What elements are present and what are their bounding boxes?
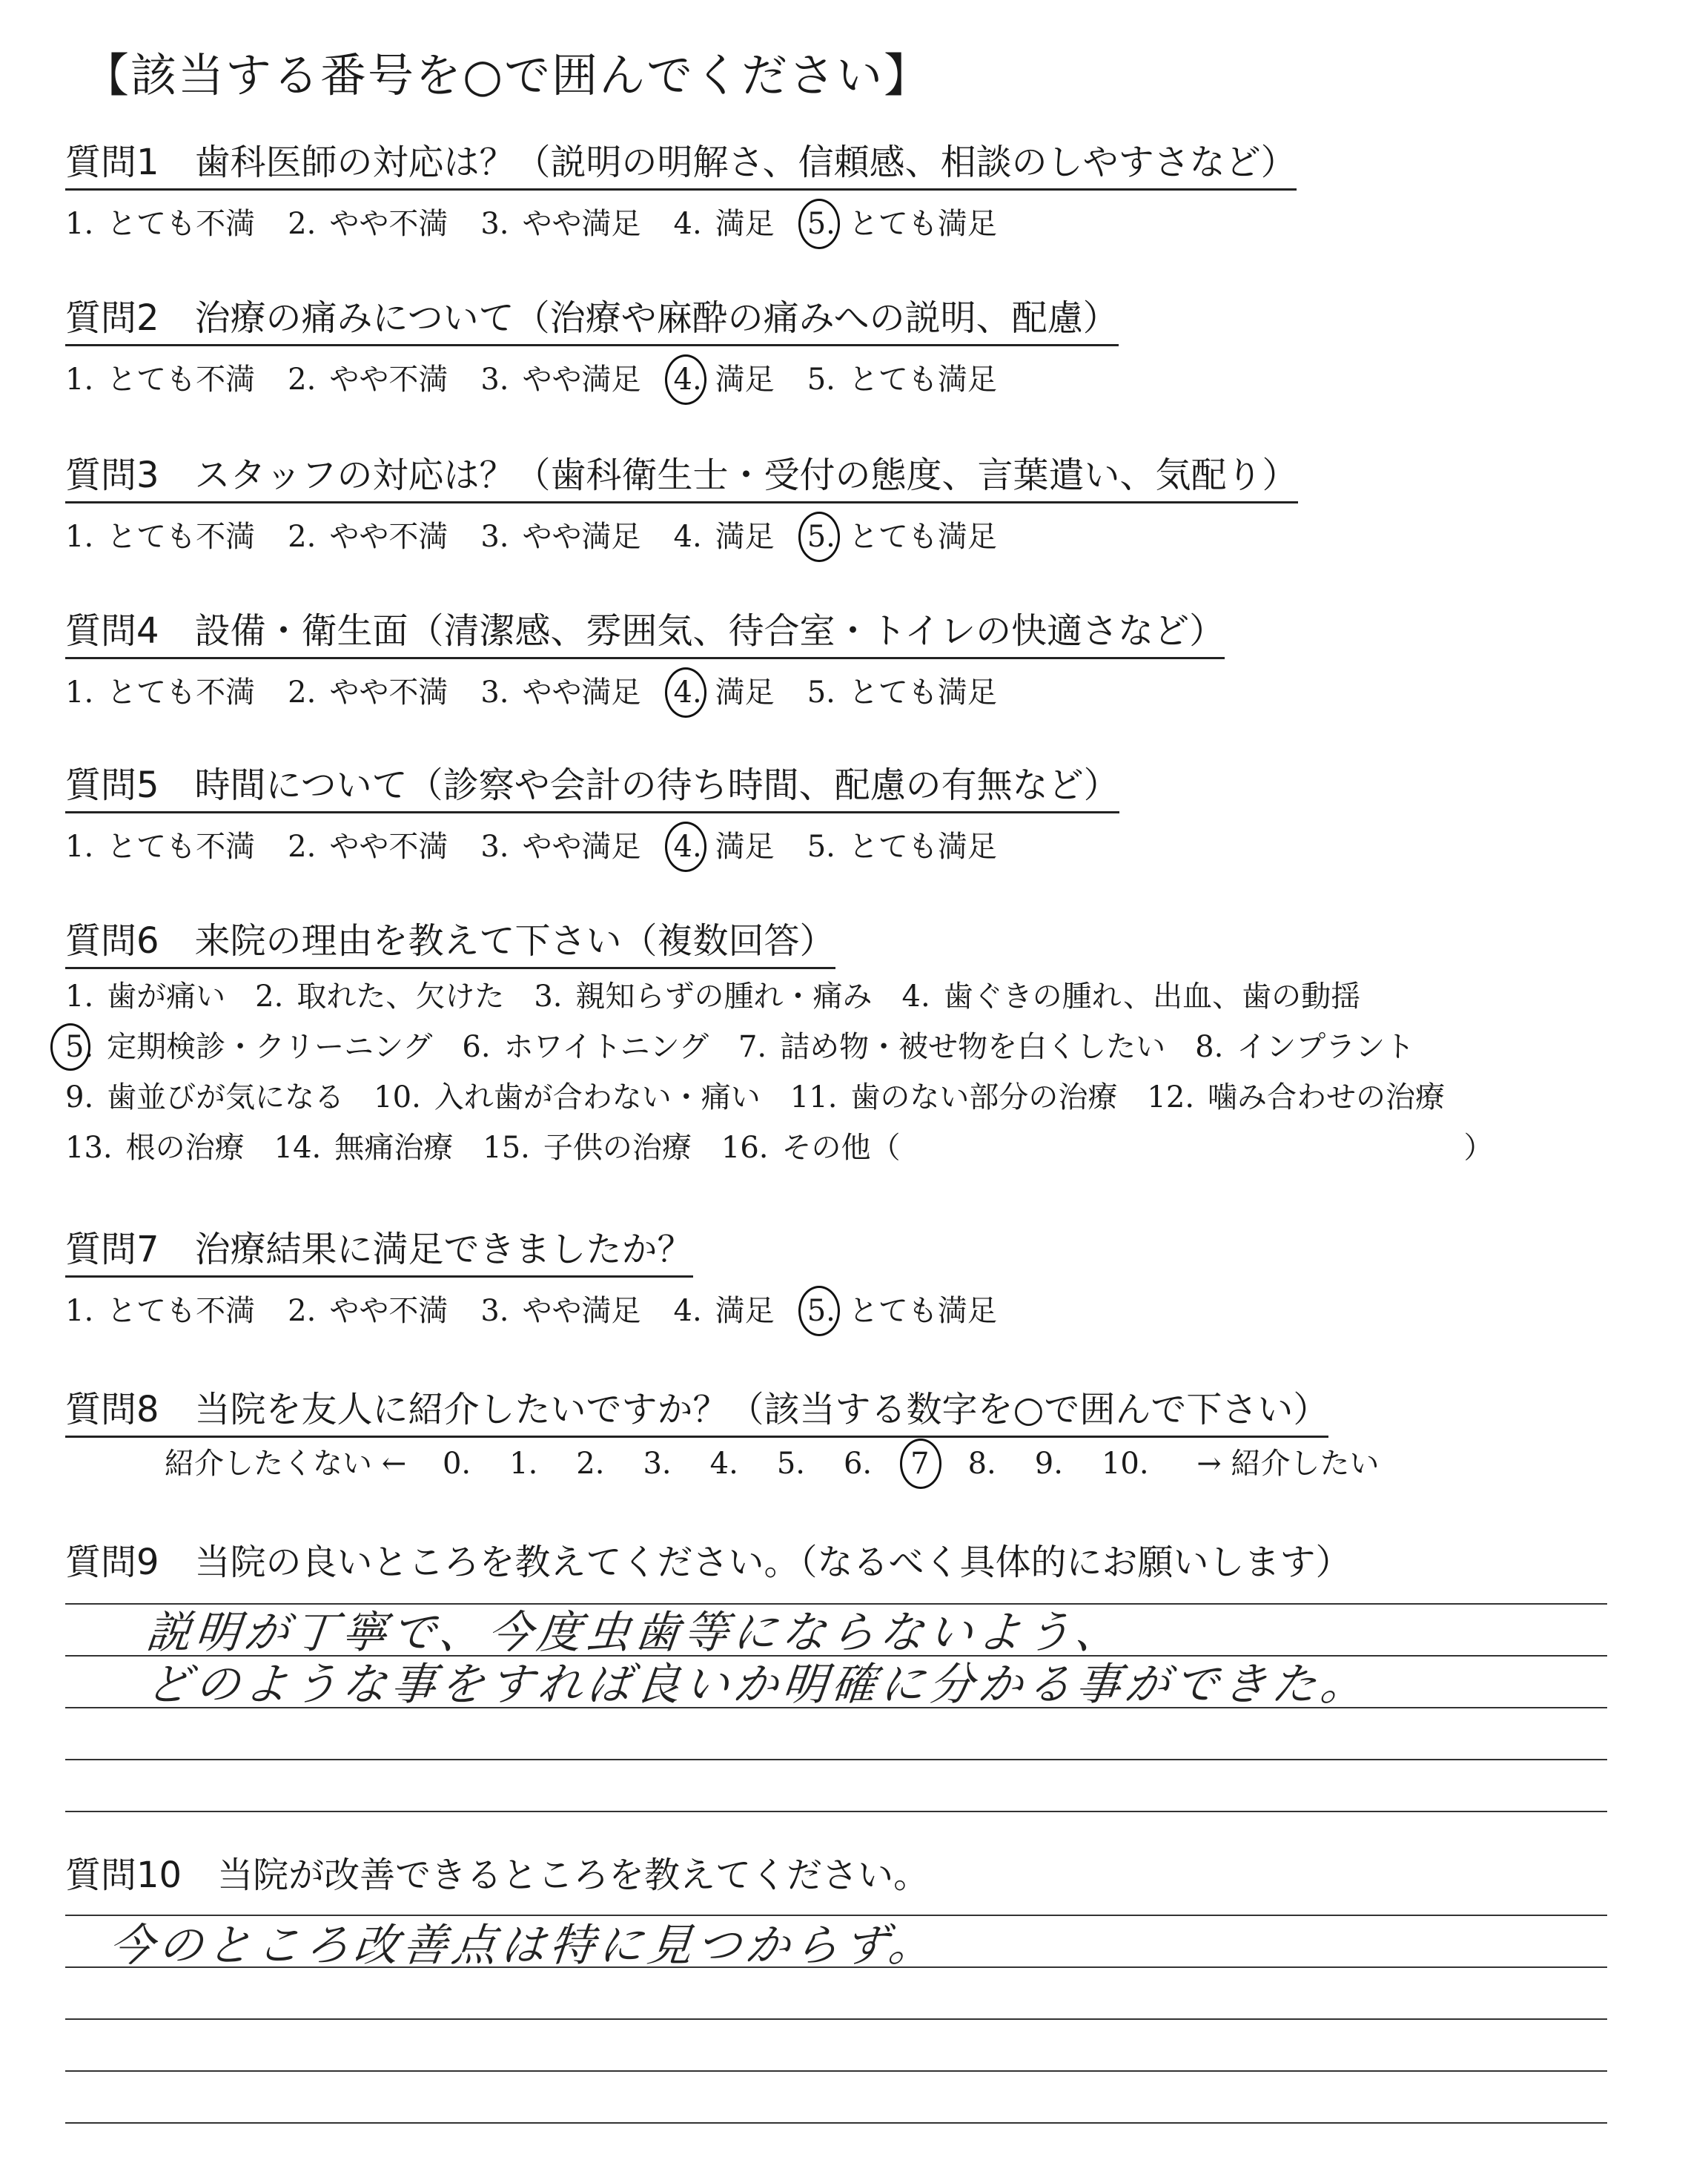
q6-option-8[interactable] <box>1195 1026 1414 1068</box>
q3-option-5[interactable] <box>807 516 997 558</box>
q6-option-9[interactable] <box>65 1077 344 1118</box>
option-number: 2. <box>288 363 317 397</box>
q8-value-4[interactable]: 4. <box>709 1447 738 1481</box>
option-number: 3. <box>480 207 509 241</box>
q8-value-6[interactable]: 6. <box>843 1447 873 1481</box>
q5-title <box>65 764 1119 813</box>
q8-selected-circle <box>900 1439 941 1489</box>
q10-title <box>65 1854 929 1901</box>
q2-number: 質問2 <box>65 297 159 339</box>
option-label: 満足 <box>715 1294 775 1328</box>
q7-title <box>65 1228 693 1278</box>
q7-option-5[interactable] <box>807 1290 997 1332</box>
option-label: 満足 <box>715 676 775 710</box>
option-label: やや不満 <box>329 363 448 397</box>
option-number: 3. <box>534 980 563 1014</box>
option-label: 満足 <box>715 830 775 864</box>
option-label: とても満足 <box>848 830 997 864</box>
q5-option-2[interactable] <box>288 826 448 868</box>
option-label: とても不満 <box>107 1294 256 1328</box>
q8-value-8[interactable]: 8. <box>967 1447 996 1481</box>
q2-option-5[interactable] <box>807 359 997 400</box>
option-label: やや不満 <box>329 830 448 864</box>
option-label: 子供の治療 <box>543 1131 692 1165</box>
q7-option-3[interactable] <box>480 1290 640 1332</box>
q6-option-4[interactable] <box>902 976 1361 1017</box>
option-number: 1. <box>65 676 94 710</box>
option-number: 5. <box>807 1294 835 1328</box>
option-number: 4. <box>673 207 702 241</box>
q6-option-15[interactable] <box>483 1127 692 1169</box>
q1-option-4[interactable] <box>674 203 775 245</box>
option-label: 満足 <box>715 363 775 397</box>
q6-number: 質問6 <box>65 920 159 962</box>
q1-option-2[interactable] <box>288 203 448 245</box>
option-label: とても満足 <box>848 676 997 710</box>
q6-option-14[interactable] <box>274 1127 454 1169</box>
option-number: 1. <box>65 520 94 554</box>
option-number: 2. <box>288 520 317 554</box>
q6-option-6[interactable] <box>462 1026 709 1068</box>
q6-option-11[interactable] <box>790 1077 1118 1118</box>
q8-right-label: → 紹介したい <box>1196 1447 1380 1481</box>
q1-title <box>65 141 1297 191</box>
q4-number: 質問4 <box>65 610 159 652</box>
option-label: 根の治療 <box>125 1131 245 1165</box>
q5-text: 時間について（診察や会計の待ち時間、配慮の有無など） <box>194 764 1119 806</box>
form-header: 【該当する番号を○で囲んでください】 <box>83 48 932 102</box>
option-number: 13. <box>65 1131 113 1165</box>
option-number: 4. <box>673 1294 702 1328</box>
option-number: 1. <box>65 207 94 241</box>
option-number: 15. <box>483 1131 530 1165</box>
option-number: 5. <box>807 520 835 554</box>
q7-options <box>65 1290 1030 1332</box>
q1-text: 歯科医師の対応は？（説明の明解さ、信頼感、相談のしやすさなど） <box>194 142 1297 183</box>
q8-text: 当院を友人に紹介したいですか？（該当する数字を○で囲んで下さい） <box>194 1389 1329 1430</box>
q8-value-3[interactable]: 3. <box>643 1447 672 1481</box>
q3-option-2[interactable] <box>288 516 448 558</box>
q1-option-5[interactable] <box>807 203 997 245</box>
q6-option-16[interactable] <box>721 1127 1494 1169</box>
q8-left-label: 紹介したくない ← <box>165 1447 407 1481</box>
option-number: 4. <box>901 980 930 1014</box>
option-label: とても満足 <box>848 520 997 554</box>
option-number: 1. <box>65 830 94 864</box>
q8-value-5[interactable]: 5. <box>776 1447 805 1481</box>
q4-options <box>65 672 1030 713</box>
q6-option-5[interactable] <box>65 1026 432 1068</box>
option-label: やや満足 <box>522 676 641 710</box>
q3-option-4[interactable] <box>674 516 775 558</box>
q1-options <box>65 203 1030 245</box>
q8-number: 質問8 <box>65 1389 159 1430</box>
option-label: やや不満 <box>329 207 448 241</box>
q5-option-4[interactable] <box>674 826 775 868</box>
q5-number: 質問5 <box>65 764 159 806</box>
q5-selected-circle <box>665 822 706 872</box>
q2-option-2[interactable] <box>288 359 448 400</box>
q1-option-3[interactable] <box>480 203 640 245</box>
q2-option-3[interactable] <box>480 359 640 400</box>
q6-title <box>65 919 835 969</box>
q6-text: 来院の理由を教えて下さい（複数回答） <box>194 920 835 962</box>
q5-option-1[interactable] <box>65 826 255 868</box>
option-label: インプラント <box>1237 1030 1415 1064</box>
option-number: 16. <box>721 1131 769 1165</box>
option-label: 歯並びが気になる <box>107 1080 345 1114</box>
q8-value-1[interactable]: 1. <box>509 1447 538 1481</box>
option-label: とても満足 <box>848 207 997 241</box>
q9-answer-line-2: どのような事をすれば良いか明確に分かる事ができた。 <box>143 1659 1373 1711</box>
option-label: 無痛治療 <box>334 1131 454 1165</box>
q8-value-2[interactable]: 2. <box>576 1447 605 1481</box>
option-label: 歯のない部分の治療 <box>850 1080 1118 1114</box>
q8-value-7[interactable]: 7 <box>910 1443 929 1484</box>
q1-selected-circle <box>798 199 840 249</box>
q4-option-3[interactable] <box>480 672 640 713</box>
option-label: とても不満 <box>107 207 256 241</box>
option-number: 5. <box>807 676 835 710</box>
q3-selected-circle <box>798 512 840 562</box>
q4-option-1[interactable] <box>65 672 255 713</box>
option-number: 9. <box>65 1080 94 1114</box>
option-label: 歯ぐきの腫れ、出血、歯の動揺 <box>943 980 1361 1014</box>
option-number: 2. <box>288 830 317 864</box>
q10-answer-line-1: 今のところ改善点は特に見つからず。 <box>106 1920 941 1972</box>
option-label: とても不満 <box>107 676 256 710</box>
q2-options <box>65 359 1030 400</box>
q7-option-2[interactable] <box>288 1290 448 1332</box>
q8-value-9[interactable]: 9. <box>1034 1447 1063 1481</box>
q4-option-4[interactable] <box>674 672 775 713</box>
q2-option-1[interactable] <box>65 359 255 400</box>
q4-option-2[interactable] <box>288 672 448 713</box>
option-number: 1. <box>65 1294 94 1328</box>
q8-scale <box>165 1443 1380 1484</box>
q3-options <box>65 516 1030 558</box>
q6-option-10[interactable] <box>374 1077 761 1118</box>
option-label: やや満足 <box>522 207 641 241</box>
option-label: やや不満 <box>329 676 448 710</box>
q10-number: 質問10 <box>65 1855 182 1896</box>
option-label: やや不満 <box>329 1294 448 1328</box>
option-number: 11. <box>790 1080 838 1114</box>
option-number: 7. <box>738 1030 767 1064</box>
option-label: とても満足 <box>848 363 997 397</box>
option-number: 5. <box>807 207 835 241</box>
option-number: 2. <box>288 676 317 710</box>
option-number: 3. <box>480 520 509 554</box>
option-number: 10. <box>374 1080 421 1114</box>
option-number: 8. <box>1195 1030 1224 1064</box>
option-label: とても不満 <box>107 363 256 397</box>
q8-value-0[interactable]: 0. <box>442 1447 471 1481</box>
q7-text: 治療結果に満足できましたか？ <box>194 1229 693 1270</box>
option-label: その他（ <box>781 1131 901 1165</box>
option-number: 1. <box>65 363 94 397</box>
option-label: 定期検診・クリーニング <box>107 1030 433 1064</box>
option-label: 取れた、欠けた <box>297 980 505 1014</box>
option-number: 3. <box>480 363 509 397</box>
option-label: とても満足 <box>848 1294 997 1328</box>
q8-value-10[interactable]: 10. <box>1101 1447 1149 1481</box>
option-number: 5. <box>65 1030 94 1064</box>
q2-option-4[interactable] <box>674 359 775 400</box>
q6-row-2 <box>65 1026 1444 1068</box>
q6-option-2[interactable] <box>255 976 504 1017</box>
option-number: 14. <box>274 1131 322 1165</box>
q7-selected-circle <box>798 1286 840 1336</box>
q3-option-3[interactable] <box>480 516 640 558</box>
option-label: やや満足 <box>522 1294 641 1328</box>
option-label: ホワイトニング <box>503 1030 709 1064</box>
option-label: 詰め物・被せ物を白くしたい <box>780 1030 1166 1064</box>
q3-option-1[interactable] <box>65 516 255 558</box>
option-label: やや満足 <box>522 520 641 554</box>
q6-other-close: ） <box>1463 1131 1494 1165</box>
q4-text: 設備・衛生面（清潔感、雰囲気、待合室・トイレの快適さなど） <box>194 610 1225 652</box>
q6-option-1[interactable] <box>65 976 225 1017</box>
q9-answer-line-1: 説明が丁寧で、今度虫歯等にならないよう、 <box>143 1607 1127 1659</box>
q9-text: 当院の良いところを教えてください。（なるべく具体的にお願いします） <box>194 1542 1351 1583</box>
option-label: 歯が痛い <box>107 980 226 1014</box>
option-number: 4. <box>673 363 702 397</box>
q5-option-3[interactable] <box>480 826 640 868</box>
q9-title <box>65 1541 1351 1588</box>
option-label: 親知らずの腫れ・痛み <box>575 980 873 1014</box>
q5-options <box>65 826 1030 868</box>
q10-text: 当院が改善できるところを教えてください。 <box>217 1855 930 1896</box>
option-number: 2. <box>288 1294 317 1328</box>
option-label: とても不満 <box>107 520 256 554</box>
q4-selected-circle <box>665 667 706 718</box>
q2-text: 治療の痛みについて（治療や麻酔の痛みへの説明、配慮） <box>194 297 1119 339</box>
option-number: 2. <box>288 207 317 241</box>
option-number: 6. <box>462 1030 491 1064</box>
q7-option-1[interactable] <box>65 1290 255 1332</box>
option-number: 5. <box>807 830 835 864</box>
option-number: 12. <box>1147 1080 1195 1114</box>
option-number: 1. <box>65 980 94 1014</box>
q2-title <box>65 297 1119 346</box>
q3-text: スタッフの対応は？（歯科衛生士・受付の態度、言葉遣い、気配り） <box>194 455 1298 496</box>
option-number: 2. <box>255 980 284 1014</box>
option-number: 4. <box>673 676 702 710</box>
option-number: 3. <box>480 1294 509 1328</box>
option-label: 満足 <box>715 520 775 554</box>
option-label: やや不満 <box>329 520 448 554</box>
q6-row-1 <box>65 976 1390 1017</box>
q6-option-7[interactable] <box>738 1026 1165 1068</box>
q6-row-3 <box>65 1077 1474 1118</box>
q4-title <box>65 610 1225 659</box>
q7-option-4[interactable] <box>674 1290 775 1332</box>
q6-option-3[interactable] <box>534 976 872 1017</box>
q2-selected-circle <box>665 354 706 405</box>
option-number: 3. <box>480 830 509 864</box>
q1-option-1[interactable] <box>65 203 255 245</box>
q3-title <box>65 454 1298 503</box>
option-number: 5. <box>807 363 835 397</box>
option-label: 満足 <box>715 207 775 241</box>
q9-number: 質問9 <box>65 1542 159 1583</box>
option-label: やや満足 <box>522 363 641 397</box>
option-label: とても不満 <box>107 830 256 864</box>
q3-number: 質問3 <box>65 455 159 496</box>
q6-row-4 <box>65 1127 1523 1169</box>
q6-option-12[interactable] <box>1147 1077 1445 1118</box>
q6-selected-circle <box>50 1023 90 1071</box>
option-label: やや満足 <box>522 830 641 864</box>
q5-option-5[interactable] <box>807 826 997 868</box>
option-number: 4. <box>673 830 702 864</box>
option-label: 噛み合わせの治療 <box>1208 1080 1446 1114</box>
q8-title <box>65 1388 1328 1438</box>
option-label: 入れ歯が合わない・痛い <box>434 1080 761 1114</box>
q4-option-5[interactable] <box>807 672 997 713</box>
option-number: 3. <box>480 676 509 710</box>
option-number: 4. <box>673 520 702 554</box>
q6-option-13[interactable] <box>65 1127 245 1169</box>
q1-number: 質問1 <box>65 142 159 183</box>
q7-number: 質問7 <box>65 1229 159 1270</box>
